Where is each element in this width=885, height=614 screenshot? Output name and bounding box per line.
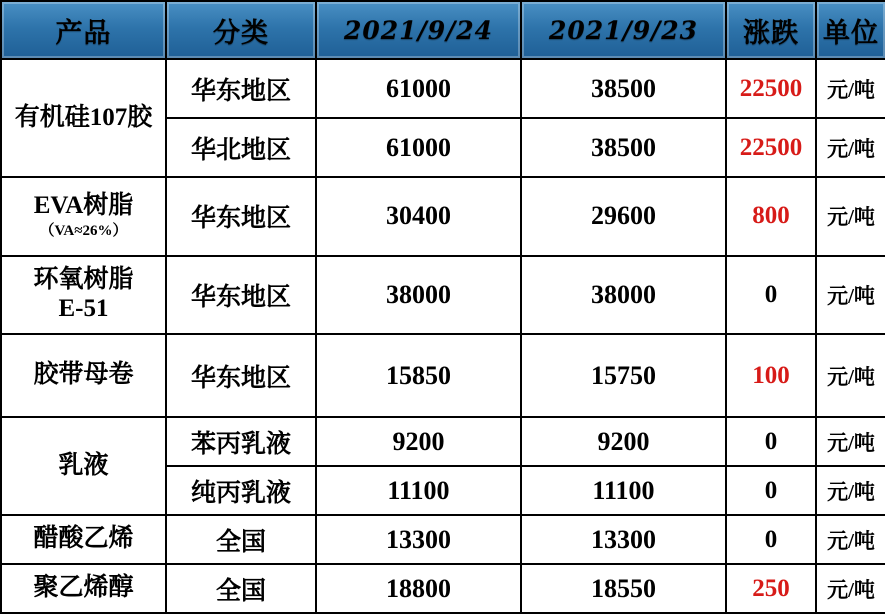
table-row — [1, 515, 885, 564]
table-row — [1, 417, 885, 466]
cell-product — [1, 564, 166, 613]
cell-price-current: 18800 — [316, 564, 521, 613]
cell-price-previous: 29600 — [521, 177, 726, 255]
cell-price-previous: 38500 — [521, 118, 726, 177]
cell-unit: 元/吨 — [816, 466, 885, 515]
table-header — [1, 1, 885, 59]
product-name: EVA树脂 — [33, 192, 134, 220]
cell-change: 0 — [726, 256, 816, 334]
cell-unit: 元/吨 — [816, 564, 885, 613]
header-unit: 单位 — [816, 1, 885, 59]
cell-price-previous: 38500 — [521, 59, 726, 118]
cell-unit: 元/吨 — [816, 334, 885, 418]
cell-price-previous: 38000 — [521, 256, 726, 334]
cell-change: 0 — [726, 515, 816, 564]
table-body — [1, 59, 885, 613]
product-name: 聚乙烯醇 — [33, 574, 134, 602]
cell-price-current: 30400 — [316, 177, 521, 255]
cell-price-current: 38000 — [316, 256, 521, 334]
cell-price-current: 11100 — [316, 466, 521, 515]
cell-unit: 元/吨 — [816, 256, 885, 334]
product-name: 环氧树脂 — [33, 265, 134, 293]
cell-region: 华东地区 — [166, 59, 316, 118]
product-name: 乳液 — [58, 451, 109, 479]
cell-price-previous: 15750 — [521, 334, 726, 418]
cell-product — [1, 515, 166, 564]
product-name: 胶带母卷 — [33, 361, 134, 389]
cell-product — [1, 417, 166, 515]
cell-change: 0 — [726, 417, 816, 466]
header-row — [1, 1, 885, 59]
table-row — [1, 256, 885, 334]
cell-region: 全国 — [166, 564, 316, 613]
cell-region: 华东地区 — [166, 334, 316, 418]
header-change: 涨跌 — [726, 1, 816, 59]
cell-product — [1, 334, 166, 418]
cell-unit: 元/吨 — [816, 59, 885, 118]
cell-unit: 元/吨 — [816, 515, 885, 564]
cell-unit: 元/吨 — [816, 417, 885, 466]
product-name: 醋酸乙烯 — [33, 525, 134, 553]
cell-region: 华北地区 — [166, 118, 316, 177]
cell-region: 华东地区 — [166, 256, 316, 334]
header-category: 分类 — [166, 1, 316, 59]
table-row — [1, 334, 885, 418]
table-row — [1, 177, 885, 255]
cell-price-previous: 18550 — [521, 564, 726, 613]
cell-product — [1, 256, 166, 334]
cell-unit: 元/吨 — [816, 118, 885, 177]
product-subtitle: （VA≈26%） — [39, 223, 128, 240]
cell-price-previous: 11100 — [521, 466, 726, 515]
cell-product — [1, 59, 166, 177]
cell-price-current: 61000 — [316, 59, 521, 118]
cell-region: 全国 — [166, 515, 316, 564]
table-row — [1, 59, 885, 118]
cell-price-current: 15850 — [316, 334, 521, 418]
cell-price-current: 61000 — [316, 118, 521, 177]
cell-price-current: 13300 — [316, 515, 521, 564]
cell-change: 800 — [726, 177, 816, 255]
cell-change: 22500 — [726, 59, 816, 118]
cell-product — [1, 177, 166, 255]
cell-region: 华东地区 — [166, 177, 316, 255]
cell-change: 100 — [726, 334, 816, 418]
header-product: 产品 — [1, 1, 166, 59]
cell-region: 苯丙乳液 — [166, 417, 316, 466]
cell-price-current: 9200 — [316, 417, 521, 466]
cell-change: 250 — [726, 564, 816, 613]
product-model: E-51 — [58, 294, 109, 322]
cell-region: 纯丙乳液 — [166, 466, 316, 515]
table-row — [1, 564, 885, 613]
header-date-previous: 2021/9/23 — [521, 1, 726, 59]
cell-change: 22500 — [726, 118, 816, 177]
cell-change: 0 — [726, 466, 816, 515]
product-name: 有机硅107胶 — [14, 103, 153, 131]
cell-price-previous: 9200 — [521, 417, 726, 466]
header-date-current: 2021/9/24 — [316, 1, 521, 59]
cell-price-previous: 13300 — [521, 515, 726, 564]
cell-unit: 元/吨 — [816, 177, 885, 255]
